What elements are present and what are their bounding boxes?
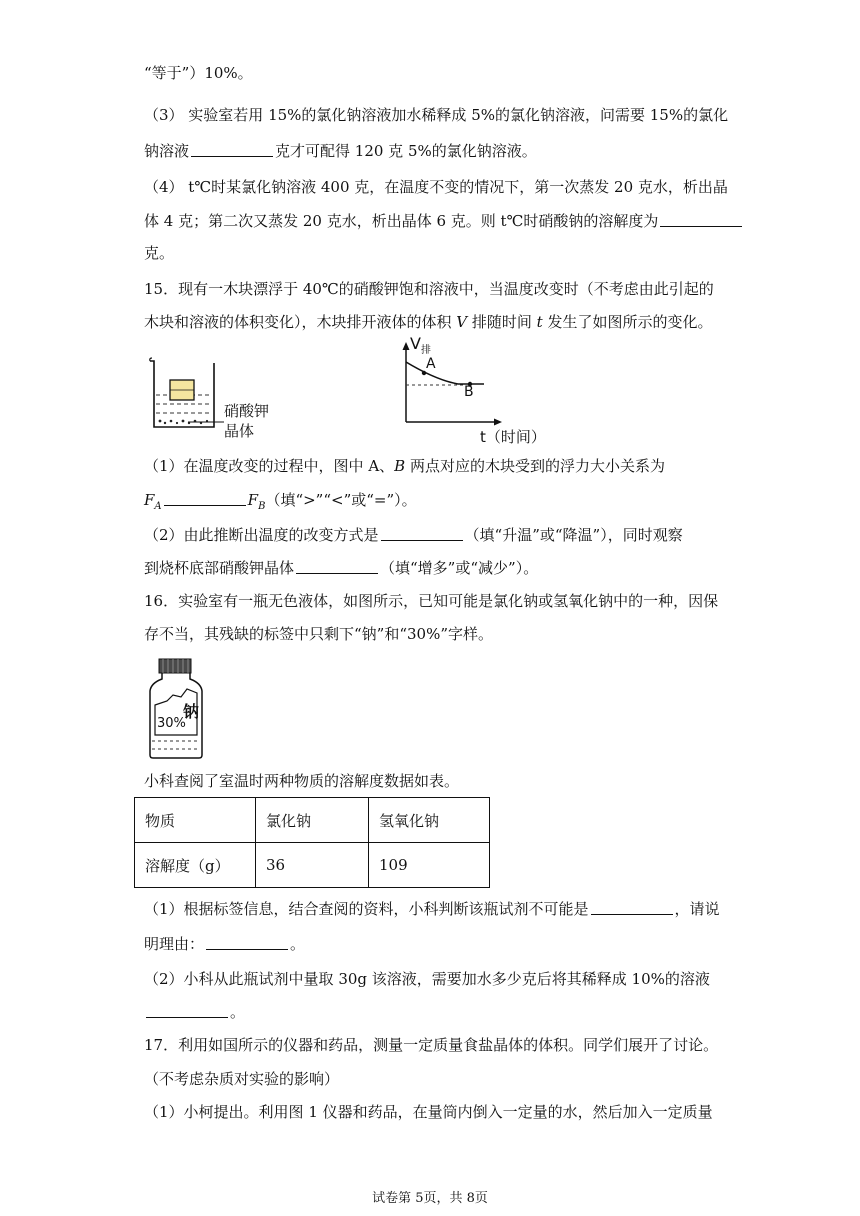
beaker-figure bbox=[148, 355, 288, 450]
solubility-table bbox=[134, 797, 490, 888]
q17-p1-a: （1）小柯提出。利用图 1 仪器和药品，在量筒内倒入一定量的水，然后加入一定质量 bbox=[144, 1103, 713, 1121]
graph-y-label: $V_排$ bbox=[410, 334, 431, 356]
answer-blank[interactable] bbox=[206, 935, 288, 950]
answer-blank[interactable] bbox=[591, 900, 673, 915]
q14-p3-a: （3） 实验室若用 15%的氯化钠溶液加水稀释成 5%的氯化钠溶液，问需要 15%的氯化 bbox=[144, 106, 729, 124]
q15-p2-b: 到烧杯底部硝酸钾晶体 （填“增多”或“减少”）。 bbox=[144, 559, 539, 577]
q16-p2-b: 。 bbox=[144, 1001, 245, 1023]
answer-blank[interactable] bbox=[381, 526, 463, 541]
graph-point-a-label: A bbox=[426, 356, 436, 372]
table-cell: 36 bbox=[256, 843, 369, 888]
graph-x-label: t（时间） bbox=[480, 428, 546, 446]
table-cell: 109 bbox=[369, 843, 490, 888]
table-cell: 溶解度（g） bbox=[135, 843, 256, 888]
q14-line-top: “等于”）10%。 bbox=[144, 64, 253, 82]
bottle-label-percent: 30% bbox=[157, 716, 186, 731]
q16-intro-b: 存不当，其残缺的标签中只剩下“钠”和“30%”字样。 bbox=[144, 625, 494, 643]
bottle-label-char: 钠 bbox=[183, 702, 200, 721]
table-cell: 物质 bbox=[135, 798, 256, 843]
q14-p3-b: 钠溶液 克才可配得 120 克 5%的氯化钠溶液。 bbox=[144, 142, 537, 160]
beaker-label-2: 晶体 bbox=[224, 422, 255, 440]
q14-p4-a: （4） t℃时某氯化钠溶液 400 克，在温度不变的情况下，第一次蒸发 20 克水，析出晶 bbox=[144, 178, 728, 196]
q16-p2-a: （2）小科从此瓶试剂中量取 30g 该溶液，需要加水多少克后将其稀释成 10%的溶液 bbox=[144, 970, 710, 988]
graph-point-b-label: B bbox=[464, 384, 474, 400]
q16-p1-b: 明理由： 。 bbox=[144, 935, 306, 953]
table-row bbox=[135, 798, 490, 843]
answer-blank[interactable] bbox=[164, 491, 246, 506]
table-cell: 氯化钠 bbox=[256, 798, 369, 843]
q15-p1-a: （1）在温度改变的过程中，图中 A、B 两点对应的木块受到的浮力大小关系为 bbox=[144, 457, 665, 475]
q14-p4-c: 克。 bbox=[144, 244, 175, 262]
q16-intro-a: 16．实验室有一瓶无色液体，如图所示，已知可能是氯化钠或氢氧化钠中的一种，因保 bbox=[144, 592, 719, 610]
answer-blank[interactable] bbox=[191, 142, 273, 157]
beaker-label-1: 硝酸钾 bbox=[224, 402, 270, 420]
page-footer: 试卷第 5页，共 8页 bbox=[372, 1191, 488, 1206]
q17-intro-b: （不考虑杂质对实验的影响） bbox=[144, 1070, 340, 1088]
q14-p4-b: 体 4 克；第二次又蒸发 20 克水，析出晶体 6 克。则 t℃时硝酸钠的溶解度为 bbox=[144, 210, 744, 232]
answer-blank[interactable] bbox=[146, 1003, 228, 1018]
table-cell: 氢氧化钠 bbox=[369, 798, 490, 843]
q16-table-intro: 小科查阅了室温时两种物质的溶解度数据如表。 bbox=[144, 772, 460, 790]
q15-p1-b: $F_A$ $F_B$（填“>”“<”或“=”）。 bbox=[144, 491, 417, 512]
q17-intro-a: 17．利用如国所示的仪器和药品，测量一定质量食盐晶体的体积。同学们展开了讨论。 bbox=[144, 1036, 719, 1054]
answer-blank[interactable] bbox=[296, 559, 378, 574]
q16-p1-a: （1）根据标签信息，结合查阅的资料，小科判断该瓶试剂不可能是 ，请说 bbox=[144, 900, 720, 918]
q15-intro-a: 15．现有一木块漂浮于 40℃的硝酸钾饱和溶液中，当温度改变时（不考虑由此引起的 bbox=[144, 280, 714, 298]
q15-p2-a: （2）由此推断出温度的改变方式是 （填“升温”或“降温”），同时观察 bbox=[144, 526, 683, 544]
q15-intro-b: 木块和溶液的体积变化），木块排开液体的体积 V 排随时间 t 发生了如图所示的变化。 bbox=[144, 313, 713, 331]
table-row bbox=[135, 843, 490, 888]
bottle-figure bbox=[147, 657, 207, 762]
volume-time-graph bbox=[388, 336, 558, 446]
answer-blank[interactable] bbox=[660, 212, 742, 227]
